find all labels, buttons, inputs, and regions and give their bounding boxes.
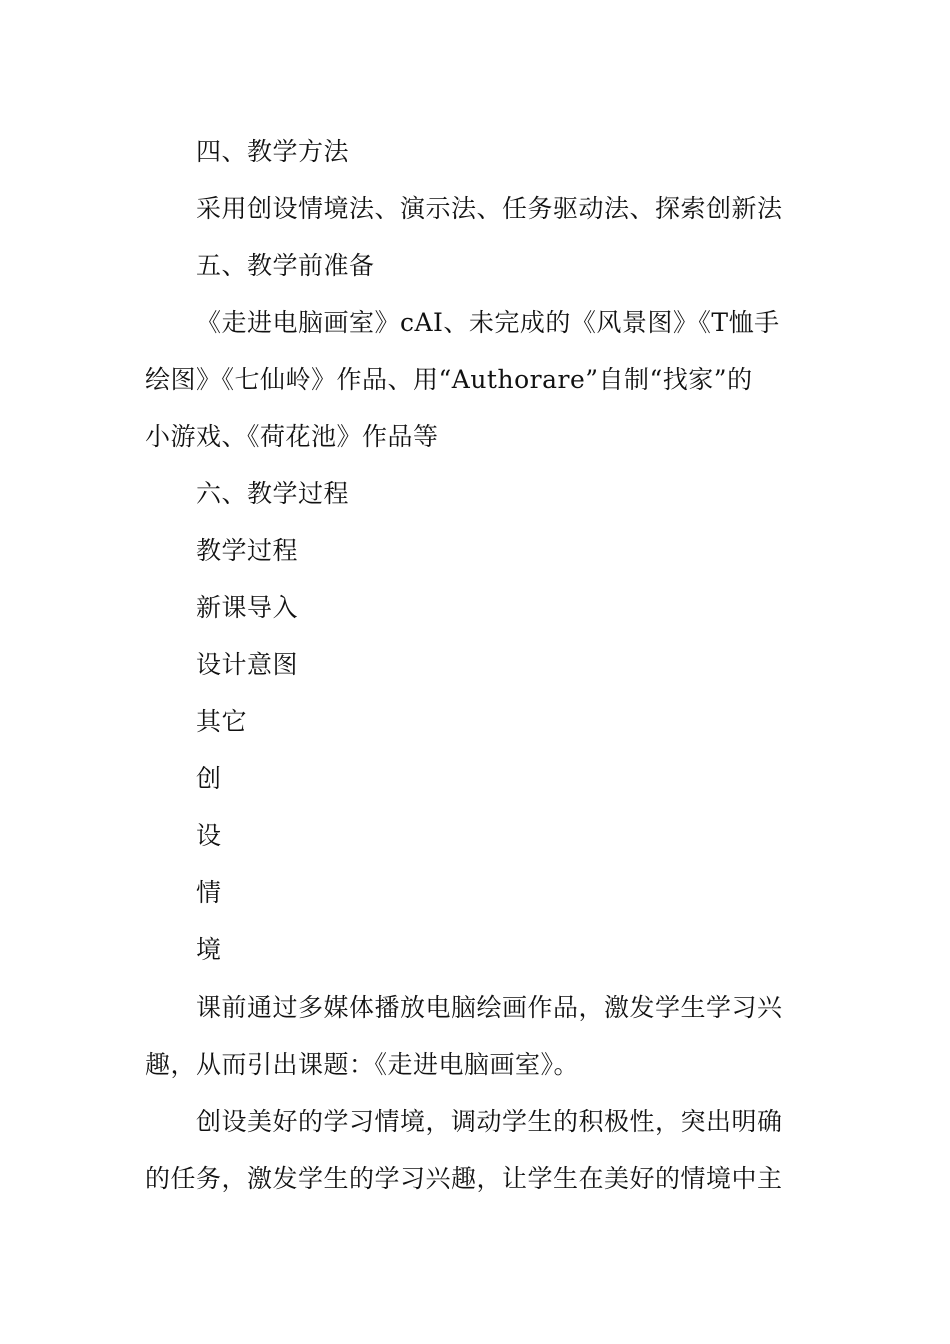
vertical-char-4: 境 xyxy=(196,935,222,964)
table-cell-process: 教学过程 xyxy=(196,536,299,565)
vertical-char-1: 创 xyxy=(196,764,222,793)
section-heading-methods: 四、教学方法 xyxy=(196,137,350,166)
vertical-char-3: 情 xyxy=(196,878,222,907)
paragraph-preparation-line-1: 《走进电脑画室》cAI、未完成的《风景图》《T恤手 xyxy=(196,308,780,337)
paragraph-preparation-line-3: 小游戏、《荷花池》作品等 xyxy=(145,422,439,451)
paragraph-preparation-line-2: 绘图》《七仙岭》作品、用“Authorare”自制“找家”的 xyxy=(145,365,753,394)
table-cell-intent: 设计意图 xyxy=(196,650,299,679)
paragraph-intent-line-2: 的任务，激发学生的学习兴趣，让学生在美好的情境中主 xyxy=(145,1164,783,1193)
paragraph-methods: 采用创设情境法、演示法、任务驱动法、探索创新法 xyxy=(196,194,783,223)
paragraph-intro-line-2: 趣，从而引出课题：《走进电脑画室》。 xyxy=(145,1050,580,1079)
paragraph-intro-line-1: 课前通过多媒体播放电脑绘画作品，激发学生学习兴 xyxy=(196,993,783,1022)
table-cell-other: 其它 xyxy=(196,707,248,736)
section-heading-process: 六、教学过程 xyxy=(196,479,350,508)
paragraph-intent-line-1: 创设美好的学习情境，调动学生的积极性，突出明确 xyxy=(196,1107,783,1136)
table-cell-intro: 新课导入 xyxy=(196,593,299,622)
vertical-char-2: 设 xyxy=(196,821,222,850)
section-heading-preparation: 五、教学前准备 xyxy=(196,251,375,280)
